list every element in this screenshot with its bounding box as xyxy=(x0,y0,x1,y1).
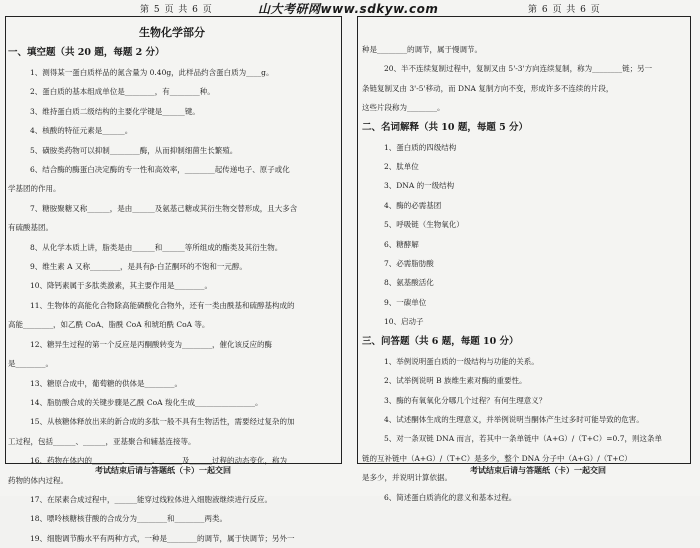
term-item: 10、启动子 xyxy=(384,317,424,327)
left-page-number: 第 5 页 共 6 页 xyxy=(140,5,213,15)
right-page-content xyxy=(362,40,686,507)
question-line: 11、生物体的高能化合物除高能磷酸化合物外，还有一类由酰基和硫醇基构成的 xyxy=(30,300,295,310)
question-line: 是________。 xyxy=(8,359,53,369)
question-line: 15、从核糖体释放出来的新合成的多肽一般不具有生物活性，需要经过复杂的加 xyxy=(30,417,295,427)
question-line: 17、在尿素合成过程中，______能穿过线粒体进入细胞液继续进行反应。 xyxy=(30,494,273,504)
qa-item: 链的互补链中（A+G）/（T+C）是多少，整个 DNA 分子中（A+G）/（T+C） xyxy=(362,453,632,463)
question-line: 药物的体内过程。 xyxy=(8,475,68,485)
question-line: 工过程，包括______、______，亚基聚合和辅基连接等。 xyxy=(8,436,196,446)
question-line: 18、嘌呤核糖核苷酸的合成分为________和________两类。 xyxy=(30,514,228,524)
term-item: 9、一碳单位 xyxy=(384,297,427,307)
qa-item: 1、举例说明蛋白质的一级结构与功能的关系。 xyxy=(384,356,539,366)
qa-item: 3、酶的有氧氧化分哪几个过程？有何生理意义？ xyxy=(384,395,547,405)
term-heading: 二、名词解释（共 10 题，每题 5 分） xyxy=(362,121,529,133)
question-line: 20、半不连续复制过程中，复制叉由 5'-3'方向连续复制，称为________链；另一 xyxy=(384,64,653,74)
question-line: 学基团的作用。 xyxy=(8,184,61,194)
right-footer-note: 考试结束后请与答题纸（卡）一起交回 xyxy=(470,466,606,475)
fill-blank-heading: 一、填空题（共 20 题，每题 2 分） xyxy=(8,47,165,58)
question-line: 16、药物在体内的________、______、______及______过程的动态变化，称为 xyxy=(30,456,288,466)
question-line: 高能________，如乙酰 CoA、脂酰 CoA 和琥珀酰 CoA 等。 xyxy=(8,320,210,330)
question-line: 12、糖异生过程的第一个反应是丙酮酸转变为________，催化该反应的酶 xyxy=(30,339,273,349)
qa-item: 5、对一条双链 DNA 而言，若其中一条单链中（A+G）/（T+C）=0.7，则这条单 xyxy=(384,434,662,444)
question-line: 条链复制叉由 3'-5'移动，而 DNA 复制方向不变，形成许多不连续的片段， xyxy=(362,83,614,93)
left-footer-note: 考试结束后请与答题纸（卡）一起交回 xyxy=(95,466,231,475)
term-item: 6、糖酵解 xyxy=(384,239,419,249)
term-item: 3、DNA 的一级结构 xyxy=(384,181,455,191)
term-item: 1、蛋白质的四级结构 xyxy=(384,142,457,152)
term-item: 5、呼吸链（生物氧化） xyxy=(384,220,464,230)
question-line: 9、维生素 A 又称________，是具有β-白芷酮环的不饱和一元醇。 xyxy=(30,262,247,272)
question-line: 有硫酸基团。 xyxy=(8,223,53,233)
question-line: 种是________的调节，属于慢调节。 xyxy=(362,45,482,54)
section-title: 生物化学部分 xyxy=(139,26,205,39)
question-line: 5、磺胺类药物可以抑制________酶，从而抑制细菌生长繁殖。 xyxy=(30,145,238,155)
question-line: 10、降钙素属于多肽类激素，其主要作用是________。 xyxy=(30,281,213,291)
qa-item: 6、简述蛋白质消化的意义和基本过程。 xyxy=(384,492,517,502)
qa-item: 4、试述酮体生成的生理意义，并举例说明当酮体产生过多时可能导致的危害。 xyxy=(384,414,644,424)
question-line: 2、蛋白质的基本组成单位是________，有________种。 xyxy=(30,87,215,97)
term-list xyxy=(362,138,686,332)
question-line: 19、细胞调节酶水平有两种方式，一种是________的调节，属于快调节；另外一 xyxy=(30,533,295,543)
term-item: 2、肽单位 xyxy=(384,162,419,172)
question-line: 6、结合酶的酶蛋白决定酶的专一性和高效率，________起传递电子、原子或化 xyxy=(30,165,290,175)
fill-blank-continued xyxy=(362,40,686,118)
right-page-number: 第 6 页 共 6 页 xyxy=(528,5,601,15)
question-line: 这些片段称为________。 xyxy=(362,103,445,113)
qa-list xyxy=(362,352,686,507)
question-line: 1、测得某一蛋白质样品的氮含量为 0.40g，此样品约含蛋白质为____g。 xyxy=(30,68,274,77)
watermark: 山大考研网www.sdkyw.com xyxy=(258,2,439,16)
qa-item: 是多少，并说明计算依据。 xyxy=(362,473,452,483)
question-line: 14、脂肪酸合成的关键步骤是乙酰 CoA 羧化生成________________。 xyxy=(30,397,263,407)
term-item: 7、必需脂肪酸 xyxy=(384,259,434,269)
qa-heading: 三、问答题（共 6 题，每题 10 分） xyxy=(362,335,519,347)
qa-item: 2、试举例说明 B 族维生素对酶的重要性。 xyxy=(384,376,527,386)
question-line: 4、核酸的特征元素是______。 xyxy=(30,126,133,136)
term-item: 8、氨基酸活化 xyxy=(384,278,434,288)
question-line: 3、维持蛋白质二级结构的主要化学键是______键。 xyxy=(30,106,200,116)
question-line: 7、糖胺聚糖又称______，是由______及氨基己糖或其衍生物交替形成，且大多含 xyxy=(30,203,298,213)
question-line: 13、糖原合成中，葡萄糖的供体是________。 xyxy=(30,378,183,388)
question-line: 8、从化学本质上讲，脂类是由______和______等所组成的酯类及其衍生物。 xyxy=(30,242,283,252)
term-item: 4、酶的必需基团 xyxy=(384,200,442,210)
